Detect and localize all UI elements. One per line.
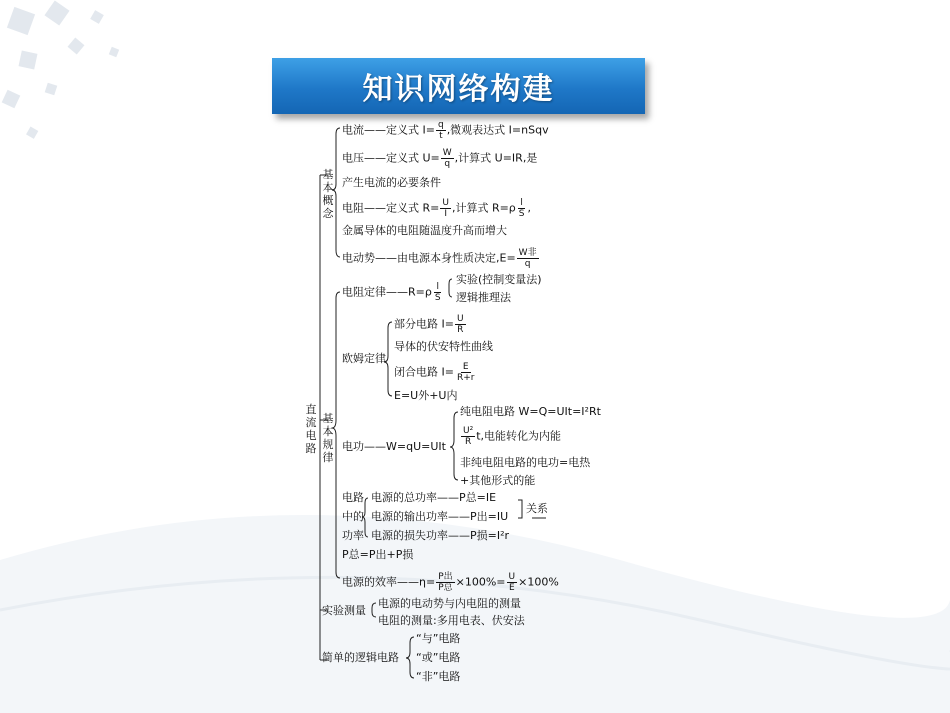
fraction-denominator: S: [434, 293, 441, 303]
fraction-numerator: l: [520, 198, 523, 208]
resistance-tail: ,: [527, 201, 532, 215]
emf-definition: [342, 248, 540, 269]
resistance-mid: ,计算式 R=ρ: [451, 201, 516, 215]
fraction-denominator: R: [464, 437, 472, 447]
page-title: 知识网络构建: [362, 72, 555, 107]
efficiency-mid: ×100%=: [455, 575, 506, 589]
ohm-partial-text: 部分电路 I=: [394, 317, 454, 331]
current-tail: ,微观表达式 I=nSqv: [446, 123, 549, 137]
laws-label: 基本规律: [322, 412, 334, 464]
power-label-2: 中的: [342, 510, 364, 523]
fraction-numerator: q: [437, 120, 444, 130]
voltage-fraction: [441, 148, 454, 169]
logic-label: 简单的逻辑电路: [322, 651, 399, 664]
work-pure: 纯电阻电路 W=Q=UIt=I²Rt: [460, 405, 601, 418]
ohm-closed: [394, 362, 477, 383]
resistance-text: 电阻——定义式 R=: [342, 201, 440, 215]
efficiency: [342, 572, 559, 593]
fraction-denominator: t: [439, 131, 443, 141]
power-relation: 关系: [526, 502, 548, 515]
fraction-denominator: q: [524, 259, 531, 269]
ohm-label: 欧姆定律: [342, 352, 386, 365]
resistance-fraction: [440, 198, 451, 219]
fraction-numerator: P出: [438, 572, 453, 582]
ohm-closed-text: 闭合电路 I=: [394, 365, 454, 379]
work-pure-tail: t,电能转化为内能: [476, 429, 562, 443]
ohm-e: E=U外+U内: [394, 389, 458, 402]
current-definition: [342, 120, 549, 141]
resistance-definition: [342, 198, 531, 219]
resistance-law-item-2: 逻辑推理法: [456, 291, 511, 304]
fraction-numerator: W: [442, 148, 452, 158]
work-nonpure: 非纯电阻电路的电功=电热: [460, 456, 591, 469]
power-label-1: 电路: [342, 491, 364, 504]
emf-text: 电动势——由电源本身性质决定,E=: [342, 251, 516, 265]
voltage-text: 电压——定义式 U=: [342, 151, 440, 165]
fraction-numerator: l: [436, 282, 439, 292]
fraction-denominator: S: [518, 209, 525, 219]
resistance-line2: 金属导体的电阻随温度升高而增大: [342, 224, 507, 237]
experiments-label: 实验测量: [322, 604, 366, 617]
fraction-numerator: U: [508, 572, 516, 582]
power-total: 电源的总功率——P总=IE: [371, 491, 497, 504]
work-pure-2: [460, 426, 561, 447]
voltage-definition: [342, 148, 537, 169]
fraction-denominator: P总: [438, 583, 453, 593]
power-label-3: 功率: [342, 529, 364, 542]
voltage-tail: ,计算式 U=IR,是: [454, 151, 538, 165]
work-nonpure-2: +其他形式的能: [460, 474, 536, 487]
work-label: 电功——W=qU=UIt: [342, 440, 446, 453]
fraction-denominator: E: [508, 583, 515, 593]
efficiency-text: 电源的效率——η=: [342, 575, 436, 589]
fraction-denominator: I: [444, 209, 447, 219]
fraction-numerator: W非: [518, 248, 537, 258]
fraction-denominator: q: [444, 159, 451, 169]
emf-fraction: [517, 248, 539, 269]
logic-and: “与”电路: [416, 632, 461, 645]
experiment-item-2: 电阻的测量:多用电表、伏安法: [378, 614, 525, 627]
fraction-denominator: R+r: [456, 373, 475, 383]
fraction-numerator: E: [462, 362, 469, 372]
fraction-denominator: R: [457, 325, 464, 335]
current-fraction: [436, 120, 446, 141]
logic-or: “或”电路: [416, 651, 461, 664]
power-loss: 电源的损失功率——P损=I²r: [371, 529, 510, 542]
resistance-law: [342, 282, 444, 303]
ohm-partial: [394, 314, 467, 335]
fraction-numerator: U: [456, 314, 464, 324]
root-node: 直流电路: [305, 403, 317, 455]
resistance-fraction-2: [517, 198, 527, 219]
efficiency-fraction-1: [436, 572, 454, 593]
resistance-law-item-1: 实验(控制变量法): [456, 273, 542, 286]
ohm-closed-fraction: [455, 362, 477, 383]
concepts-label: 基本概念: [322, 168, 334, 220]
experiment-item-1: 电源的电动势与内电阻的测量: [378, 597, 521, 610]
ohm-curve: 导体的伏安特性曲线: [394, 340, 493, 353]
resistance-law-text: 电阻定律——R=ρ: [342, 285, 432, 299]
current-text: 电流——定义式 I=: [342, 123, 435, 137]
ohm-partial-fraction: [455, 314, 466, 335]
logic-not: “非”电路: [416, 670, 461, 683]
power-output: 电源的输出功率——P出=IU: [371, 510, 509, 523]
resistance-law-fraction: [433, 282, 443, 303]
power-sum: P总=P出+P损: [342, 548, 414, 561]
voltage-line2: 产生电流的必要条件: [342, 176, 441, 189]
efficiency-fraction-2: [507, 572, 518, 593]
efficiency-tail: ×100%: [518, 575, 559, 589]
fraction-numerator: U: [442, 198, 449, 208]
work-pure-fraction: [461, 426, 475, 447]
fraction-numerator: U²: [463, 426, 474, 436]
